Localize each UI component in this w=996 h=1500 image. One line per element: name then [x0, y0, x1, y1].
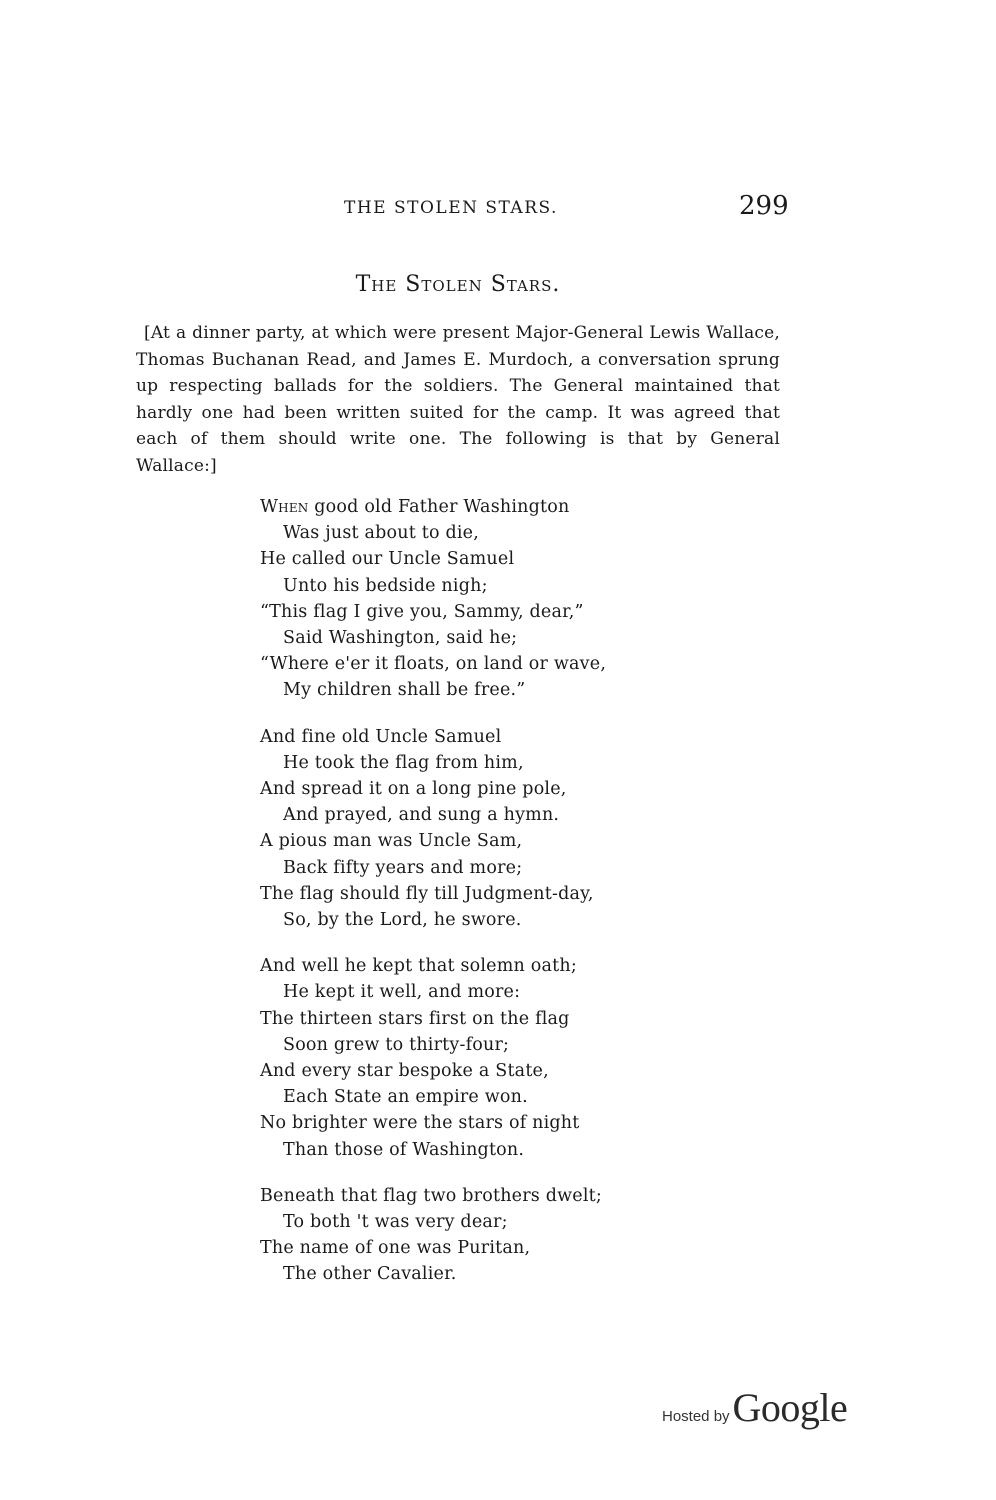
poem-line: So, by the Lord, he swore. — [283, 910, 522, 931]
poem-line: And every star bespoke a State, — [260, 1061, 549, 1082]
poem-line: Beneath that flag two brothers dwelt; — [260, 1185, 602, 1206]
poem-line: Was just about to die, — [283, 523, 480, 544]
intro-text: [At a dinner party, at which were present Major-General Lewis Wallace, Thomas Buchanan Read, and James E. Murdoch, a conversation sprung up respecting ballads for the soldiers. The General maintained that hardly one had been written suited for the camp. It was agreed that each of them should write one. The following is that by General Wallace:] — [136, 323, 780, 476]
google-logo: Google — [732, 1385, 848, 1430]
hosted-by-label: Hosted by — [662, 1408, 730, 1425]
poem-line: The thirteen stars first on the flag — [260, 1008, 570, 1029]
poem-line: And well he kept that solemn oath; — [260, 956, 577, 977]
poem-line: To both 't was very dear; — [283, 1212, 508, 1233]
poem-line: No brighter were the stars of night — [260, 1113, 580, 1134]
hosted-by-google-badge — [662, 1384, 847, 1431]
poem-line: The other Cavalier. — [283, 1264, 457, 1285]
poem-line: The name of one was Puritan, — [260, 1238, 531, 1259]
poem-line: My children shall be free.” — [283, 680, 526, 701]
poem-line: “This flag I give you, Sammy, dear,” — [260, 601, 584, 622]
stanza — [260, 953, 780, 1163]
poem-line: Than those of Washington. — [283, 1139, 525, 1160]
poem-line: Said Washington, said he; — [283, 628, 518, 649]
poem-line: Back fifty years and more; — [283, 857, 523, 878]
poem-line: And fine old Uncle Samuel — [260, 726, 502, 747]
poem-line: Each State an empire won. — [283, 1087, 528, 1108]
poem-line: A pious man was Uncle Sam, — [260, 831, 523, 852]
poem-line: And spread it on a long pine pole, — [260, 779, 567, 800]
poem-title: The Stolen Stars. — [355, 272, 561, 297]
poem — [260, 494, 780, 1308]
poem-line: The flag should fly till Judgment-day, — [260, 883, 594, 904]
poem-line: He took the flag from him, — [283, 752, 524, 773]
intro-paragraph — [136, 320, 780, 479]
poem-line — [260, 494, 780, 520]
stanza — [260, 494, 780, 704]
poem-line: And prayed, and sung a hymn. — [283, 805, 560, 826]
poem-line: Unto his bedside nigh; — [283, 575, 488, 596]
running-head: THE STOLEN STARS. — [344, 198, 558, 218]
poem-line: He called our Uncle Samuel — [260, 549, 515, 570]
poem-line: He kept it well, and more: — [283, 982, 521, 1003]
stanza — [260, 1183, 780, 1288]
poem-line-text: good old Father Washington — [308, 497, 570, 517]
poem-line: “Where e'er it floats, on land or wave, — [260, 654, 607, 675]
first-word: When — [260, 497, 309, 517]
stanza — [260, 724, 780, 934]
page-number: 299 — [739, 191, 789, 221]
poem-line: Soon grew to thirty-four; — [283, 1034, 510, 1055]
